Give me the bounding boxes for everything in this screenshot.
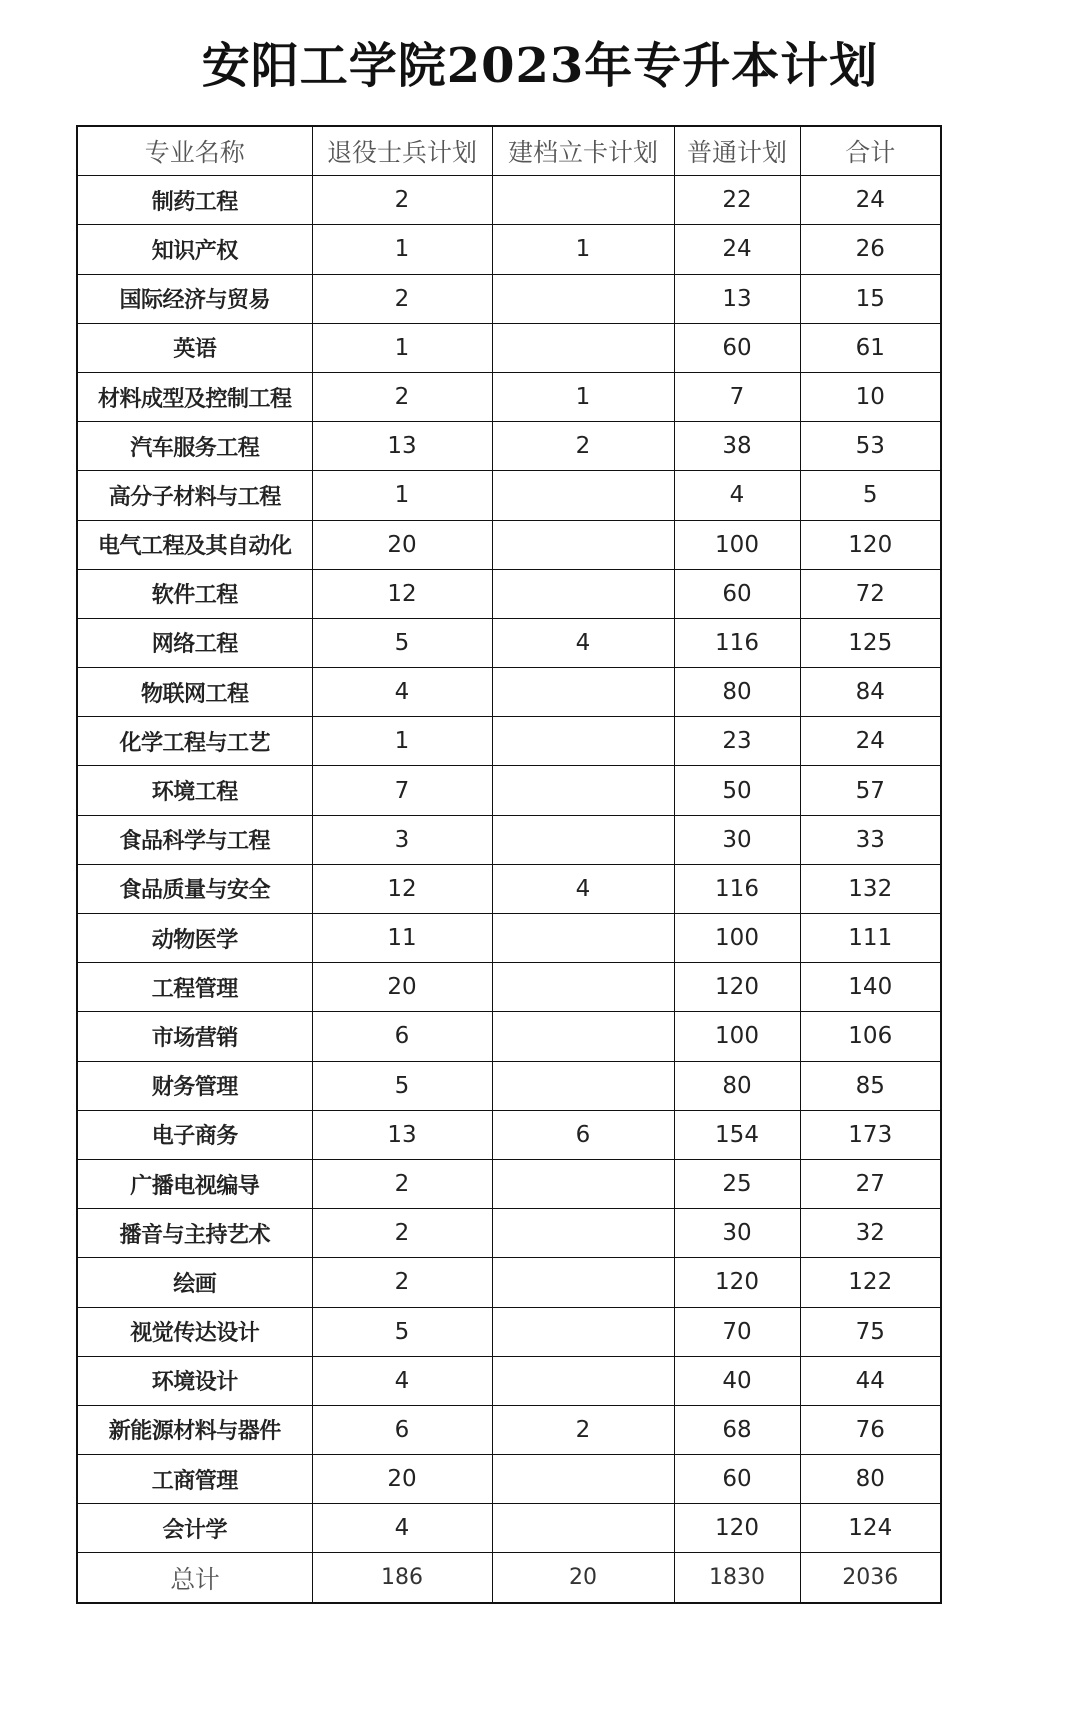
poverty-card-plan-cell — [492, 815, 674, 864]
veteran-plan-cell: 6 — [312, 1012, 492, 1061]
table-row — [77, 422, 941, 471]
poverty-card-plan-cell — [492, 1209, 674, 1258]
table-row — [77, 225, 941, 274]
regular-plan-cell: 30 — [674, 815, 800, 864]
table-row — [77, 569, 941, 618]
table-row — [77, 1159, 941, 1208]
total-cell: 15 — [800, 274, 941, 323]
regular-plan-cell: 154 — [674, 1110, 800, 1159]
total-cell: 124 — [800, 1504, 941, 1553]
veteran-plan-cell: 12 — [312, 569, 492, 618]
total-cell: 76 — [800, 1405, 941, 1454]
total-cell: 120 — [800, 520, 941, 569]
total-cell: 111 — [800, 914, 941, 963]
total-cell: 75 — [800, 1307, 941, 1356]
major-name-cell: 财务管理 — [77, 1061, 312, 1110]
poverty-card-plan-cell — [492, 274, 674, 323]
regular-plan-cell: 4 — [674, 471, 800, 520]
major-name-cell: 英语 — [77, 323, 312, 372]
total-cell: 10 — [800, 372, 941, 421]
regular-plan-cell: 60 — [674, 323, 800, 372]
table-row — [77, 1209, 941, 1258]
major-name-cell: 动物医学 — [77, 914, 312, 963]
table-row — [77, 1504, 941, 1553]
table-row — [77, 1012, 941, 1061]
veteran-plan-cell: 1 — [312, 225, 492, 274]
poverty-card-plan-cell — [492, 471, 674, 520]
poverty-card-plan-cell: 2 — [492, 422, 674, 471]
table-body — [77, 176, 941, 1603]
major-name-cell: 广播电视编导 — [77, 1159, 312, 1208]
poverty-card-plan-cell — [492, 668, 674, 717]
regular-plan-cell: 116 — [674, 618, 800, 667]
total-cell: 57 — [800, 766, 941, 815]
major-name-cell: 播音与主持艺术 — [77, 1209, 312, 1258]
regular-plan-cell: 13 — [674, 274, 800, 323]
regular-plan-cell: 50 — [674, 766, 800, 815]
poverty-card-plan-cell — [492, 1012, 674, 1061]
header-major-name: 专业名称 — [77, 126, 312, 176]
total-cell: 122 — [800, 1258, 941, 1307]
total-cell: 173 — [800, 1110, 941, 1159]
total-cell: 84 — [800, 668, 941, 717]
major-name-cell: 食品科学与工程 — [77, 815, 312, 864]
table-row — [77, 618, 941, 667]
table-total-row — [77, 1553, 941, 1603]
regular-plan-cell: 80 — [674, 1061, 800, 1110]
regular-plan-cell: 38 — [674, 422, 800, 471]
table-row — [77, 1405, 941, 1454]
major-name-cell: 会计学 — [77, 1504, 312, 1553]
poverty-card-plan-cell — [492, 569, 674, 618]
veteran-plan-cell: 20 — [312, 520, 492, 569]
major-name-cell: 材料成型及控制工程 — [77, 372, 312, 421]
regular-plan-cell: 60 — [674, 569, 800, 618]
major-name-cell: 市场营销 — [77, 1012, 312, 1061]
regular-plan-cell: 60 — [674, 1455, 800, 1504]
table-row — [77, 520, 941, 569]
major-name-cell: 工商管理 — [77, 1455, 312, 1504]
total-cell: 27 — [800, 1159, 941, 1208]
poverty-card-plan-cell — [492, 1159, 674, 1208]
total-cell: 5 — [800, 471, 941, 520]
regular-plan-cell: 40 — [674, 1356, 800, 1405]
table-row — [77, 864, 941, 913]
grand-poverty-card-plan-cell: 20 — [492, 1553, 674, 1603]
total-cell: 44 — [800, 1356, 941, 1405]
major-name-cell: 国际经济与贸易 — [77, 274, 312, 323]
veteran-plan-cell: 2 — [312, 1159, 492, 1208]
total-cell: 24 — [800, 717, 941, 766]
table-row — [77, 1356, 941, 1405]
table-row — [77, 914, 941, 963]
veteran-plan-cell: 2 — [312, 372, 492, 421]
header-total: 合计 — [800, 126, 941, 176]
veteran-plan-cell: 20 — [312, 1455, 492, 1504]
header-veteran-plan: 退役士兵计划 — [312, 126, 492, 176]
total-cell: 85 — [800, 1061, 941, 1110]
regular-plan-cell: 25 — [674, 1159, 800, 1208]
regular-plan-cell: 7 — [674, 372, 800, 421]
table-row — [77, 766, 941, 815]
poverty-card-plan-cell — [492, 1504, 674, 1553]
grand-regular-plan-cell: 1830 — [674, 1553, 800, 1603]
major-name-cell: 视觉传达设计 — [77, 1307, 312, 1356]
poverty-card-plan-cell — [492, 1455, 674, 1504]
poverty-card-plan-cell — [492, 1356, 674, 1405]
veteran-plan-cell: 5 — [312, 1061, 492, 1110]
grand-veteran-plan-cell: 186 — [312, 1553, 492, 1603]
veteran-plan-cell: 20 — [312, 963, 492, 1012]
total-cell: 80 — [800, 1455, 941, 1504]
regular-plan-cell: 116 — [674, 864, 800, 913]
major-name-cell: 软件工程 — [77, 569, 312, 618]
total-cell: 33 — [800, 815, 941, 864]
major-name-cell: 电子商务 — [77, 1110, 312, 1159]
veteran-plan-cell: 11 — [312, 914, 492, 963]
page-title: 安阳工学院2023年专升本计划 — [201, 38, 879, 94]
table-row — [77, 1258, 941, 1307]
veteran-plan-cell: 3 — [312, 815, 492, 864]
poverty-card-plan-cell — [492, 766, 674, 815]
total-cell: 140 — [800, 963, 941, 1012]
table-row — [77, 176, 941, 225]
table-row — [77, 323, 941, 372]
total-cell: 106 — [800, 1012, 941, 1061]
total-cell: 53 — [800, 422, 941, 471]
total-cell: 24 — [800, 176, 941, 225]
regular-plan-cell: 23 — [674, 717, 800, 766]
veteran-plan-cell: 2 — [312, 274, 492, 323]
veteran-plan-cell: 7 — [312, 766, 492, 815]
total-cell: 61 — [800, 323, 941, 372]
total-cell: 125 — [800, 618, 941, 667]
regular-plan-cell: 120 — [674, 1258, 800, 1307]
veteran-plan-cell: 2 — [312, 1258, 492, 1307]
enrollment-plan-table — [76, 125, 942, 1604]
regular-plan-cell: 120 — [674, 963, 800, 1012]
table-row — [77, 815, 941, 864]
veteran-plan-cell: 6 — [312, 1405, 492, 1454]
major-name-cell: 食品质量与安全 — [77, 864, 312, 913]
grand-total-cell: 2036 — [800, 1553, 941, 1603]
major-name-cell: 网络工程 — [77, 618, 312, 667]
major-name-cell: 工程管理 — [77, 963, 312, 1012]
major-name-cell: 知识产权 — [77, 225, 312, 274]
major-name-cell: 汽车服务工程 — [77, 422, 312, 471]
total-cell: 26 — [800, 225, 941, 274]
veteran-plan-cell: 13 — [312, 422, 492, 471]
poverty-card-plan-cell — [492, 914, 674, 963]
poverty-card-plan-cell: 1 — [492, 372, 674, 421]
poverty-card-plan-cell — [492, 176, 674, 225]
total-label-cell: 总计 — [77, 1553, 312, 1603]
major-name-cell: 电气工程及其自动化 — [77, 520, 312, 569]
poverty-card-plan-cell: 1 — [492, 225, 674, 274]
veteran-plan-cell: 13 — [312, 1110, 492, 1159]
table-row — [77, 372, 941, 421]
table-row — [77, 274, 941, 323]
veteran-plan-cell: 2 — [312, 176, 492, 225]
total-cell: 32 — [800, 1209, 941, 1258]
veteran-plan-cell: 5 — [312, 1307, 492, 1356]
major-name-cell: 环境工程 — [77, 766, 312, 815]
total-cell: 132 — [800, 864, 941, 913]
poverty-card-plan-cell — [492, 1307, 674, 1356]
regular-plan-cell: 68 — [674, 1405, 800, 1454]
major-name-cell: 绘画 — [77, 1258, 312, 1307]
header-poverty-card-plan: 建档立卡计划 — [492, 126, 674, 176]
major-name-cell: 高分子材料与工程 — [77, 471, 312, 520]
major-name-cell: 新能源材料与器件 — [77, 1405, 312, 1454]
veteran-plan-cell: 2 — [312, 1209, 492, 1258]
regular-plan-cell: 24 — [674, 225, 800, 274]
regular-plan-cell: 30 — [674, 1209, 800, 1258]
poverty-card-plan-cell — [492, 717, 674, 766]
table-row — [77, 963, 941, 1012]
veteran-plan-cell: 1 — [312, 717, 492, 766]
table-row — [77, 1110, 941, 1159]
veteran-plan-cell: 5 — [312, 618, 492, 667]
regular-plan-cell: 100 — [674, 914, 800, 963]
veteran-plan-cell: 12 — [312, 864, 492, 913]
poverty-card-plan-cell: 4 — [492, 864, 674, 913]
table-row — [77, 1307, 941, 1356]
table-row — [77, 668, 941, 717]
poverty-card-plan-cell: 6 — [492, 1110, 674, 1159]
poverty-card-plan-cell: 4 — [492, 618, 674, 667]
major-name-cell: 化学工程与工艺 — [77, 717, 312, 766]
poverty-card-plan-cell — [492, 963, 674, 1012]
veteran-plan-cell: 4 — [312, 1356, 492, 1405]
regular-plan-cell: 80 — [674, 668, 800, 717]
table-row — [77, 717, 941, 766]
veteran-plan-cell: 1 — [312, 323, 492, 372]
poverty-card-plan-cell — [492, 1258, 674, 1307]
regular-plan-cell: 100 — [674, 1012, 800, 1061]
major-name-cell: 环境设计 — [77, 1356, 312, 1405]
poverty-card-plan-cell — [492, 323, 674, 372]
veteran-plan-cell: 4 — [312, 1504, 492, 1553]
veteran-plan-cell: 1 — [312, 471, 492, 520]
regular-plan-cell: 22 — [674, 176, 800, 225]
poverty-card-plan-cell — [492, 1061, 674, 1110]
regular-plan-cell: 120 — [674, 1504, 800, 1553]
table-row — [77, 1455, 941, 1504]
regular-plan-cell: 100 — [674, 520, 800, 569]
total-cell: 72 — [800, 569, 941, 618]
header-regular-plan: 普通计划 — [674, 126, 800, 176]
poverty-card-plan-cell — [492, 520, 674, 569]
table-header-row — [77, 126, 941, 176]
major-name-cell: 物联网工程 — [77, 668, 312, 717]
major-name-cell: 制药工程 — [77, 176, 312, 225]
poverty-card-plan-cell: 2 — [492, 1405, 674, 1454]
veteran-plan-cell: 4 — [312, 668, 492, 717]
table-row — [77, 471, 941, 520]
table-row — [77, 1061, 941, 1110]
regular-plan-cell: 70 — [674, 1307, 800, 1356]
